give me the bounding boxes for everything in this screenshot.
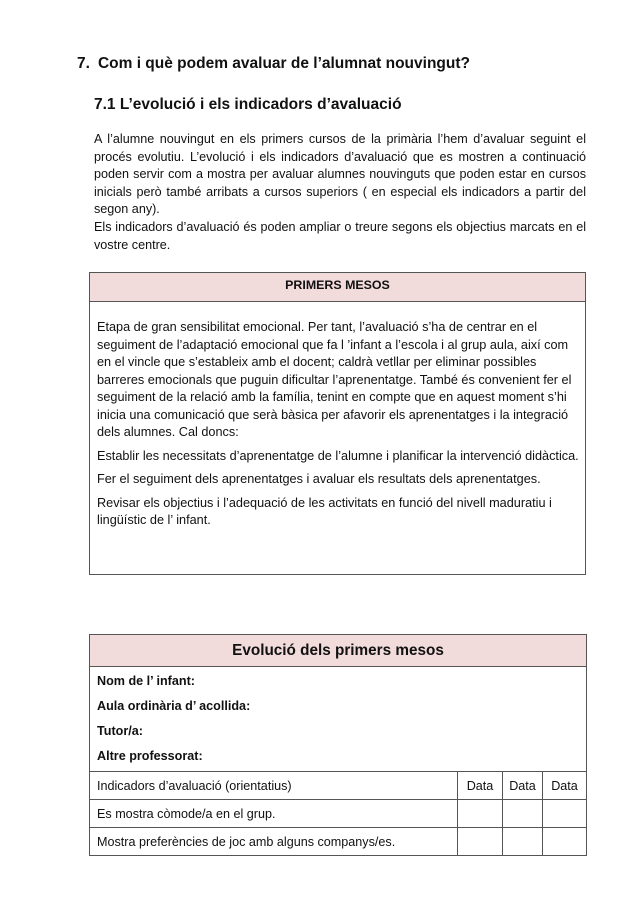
table-header-row [90,772,587,800]
date-header: Data [458,772,503,800]
field-aula: Aula ordinària d’ acollida: [97,699,251,713]
subsection-heading: 7.1 L’evolució i els indicadors d’avaluació [94,96,402,113]
primers-mesos-title: PRIMERS MESOS [90,273,585,302]
date-header: Data [503,772,543,800]
primers-mesos-paragraph-3: Fer el seguiment dels aprenentatges i avaluar els resultats dels aprenentatges. [97,472,541,486]
student-info-cell [90,667,587,772]
intro-paragraph-2: Els indicadors d’avaluació és poden ampliar o treure segons els objectius marcats en el vostre centre. [94,219,586,252]
field-altre-professorat: Altre professorat: [97,749,203,763]
section-title: Com i què podem avaluar de l’alumnat nouvingut? [97,55,470,72]
table-row [90,828,587,856]
date-cell[interactable] [503,800,543,828]
indicator-text: Es mostra còmode/a en el grup. [90,800,458,828]
field-nom-infant: Nom de l’ infant: [97,674,195,688]
indicator-text: Mostra preferències de joc amb alguns companys/es. [90,828,458,856]
primers-mesos-body [90,302,585,530]
table-row [90,800,587,828]
section-heading [77,55,470,73]
primers-mesos-paragraph-2: Establir les necessitats d’aprenentatge de l’alumne i planificar la intervenció didàctica. [97,448,579,463]
evolucio-title: Evolució dels primers mesos [90,635,587,667]
date-cell[interactable] [503,828,543,856]
field-tutor: Tutor/a: [97,724,143,738]
primers-mesos-paragraph-1: Etapa de gran sensibilitat emocional. Per tant, l’avaluació s’ha de centrar en el seguiment de l’adaptació emocional que fa l ’infant a l’escola i al grup aula, així com en el vincle que s’estableix amb el docent; caldrà vetllar per eliminar possibles barreres emocionals que puguin dificultar l’aprenentatge. També és convenient fer el seguiment de la relació amb la família, tenint en compte que en aquest moment s’hi inicia una comunicació que serà bàsica per afavorir els aprenentatges i la integració dels alumnes. Cal doncs: [97,320,572,439]
date-header: Data [543,772,587,800]
intro-text [94,131,586,254]
date-cell[interactable] [458,800,503,828]
section-number: 7. [77,55,90,72]
date-cell[interactable] [458,828,503,856]
intro-paragraph-1: A l’alumne nouvingut en els primers cursos de la primària l’hem d’avaluar seguint el procés evolutiu. L’evolució i els indicadors d’avaluació que es mostren a continuació poden servir com a mostra per avaluar alumnes nouvinguts que poden estar en cursos inicials però també arribats a cursos superiors ( en especial els indicadors a partir del segon any). [94,132,586,217]
date-cell[interactable] [543,800,587,828]
evolucio-table [89,634,587,856]
primers-mesos-box [89,272,586,575]
primers-mesos-paragraph-4: Revisar els objectius i l’adequació de les activitats en funció del nivell maduratiu i lingüístic de l’ infant. [97,495,552,527]
date-cell[interactable] [543,828,587,856]
indicators-header: Indicadors d’avaluació (orientatius) [90,772,458,800]
